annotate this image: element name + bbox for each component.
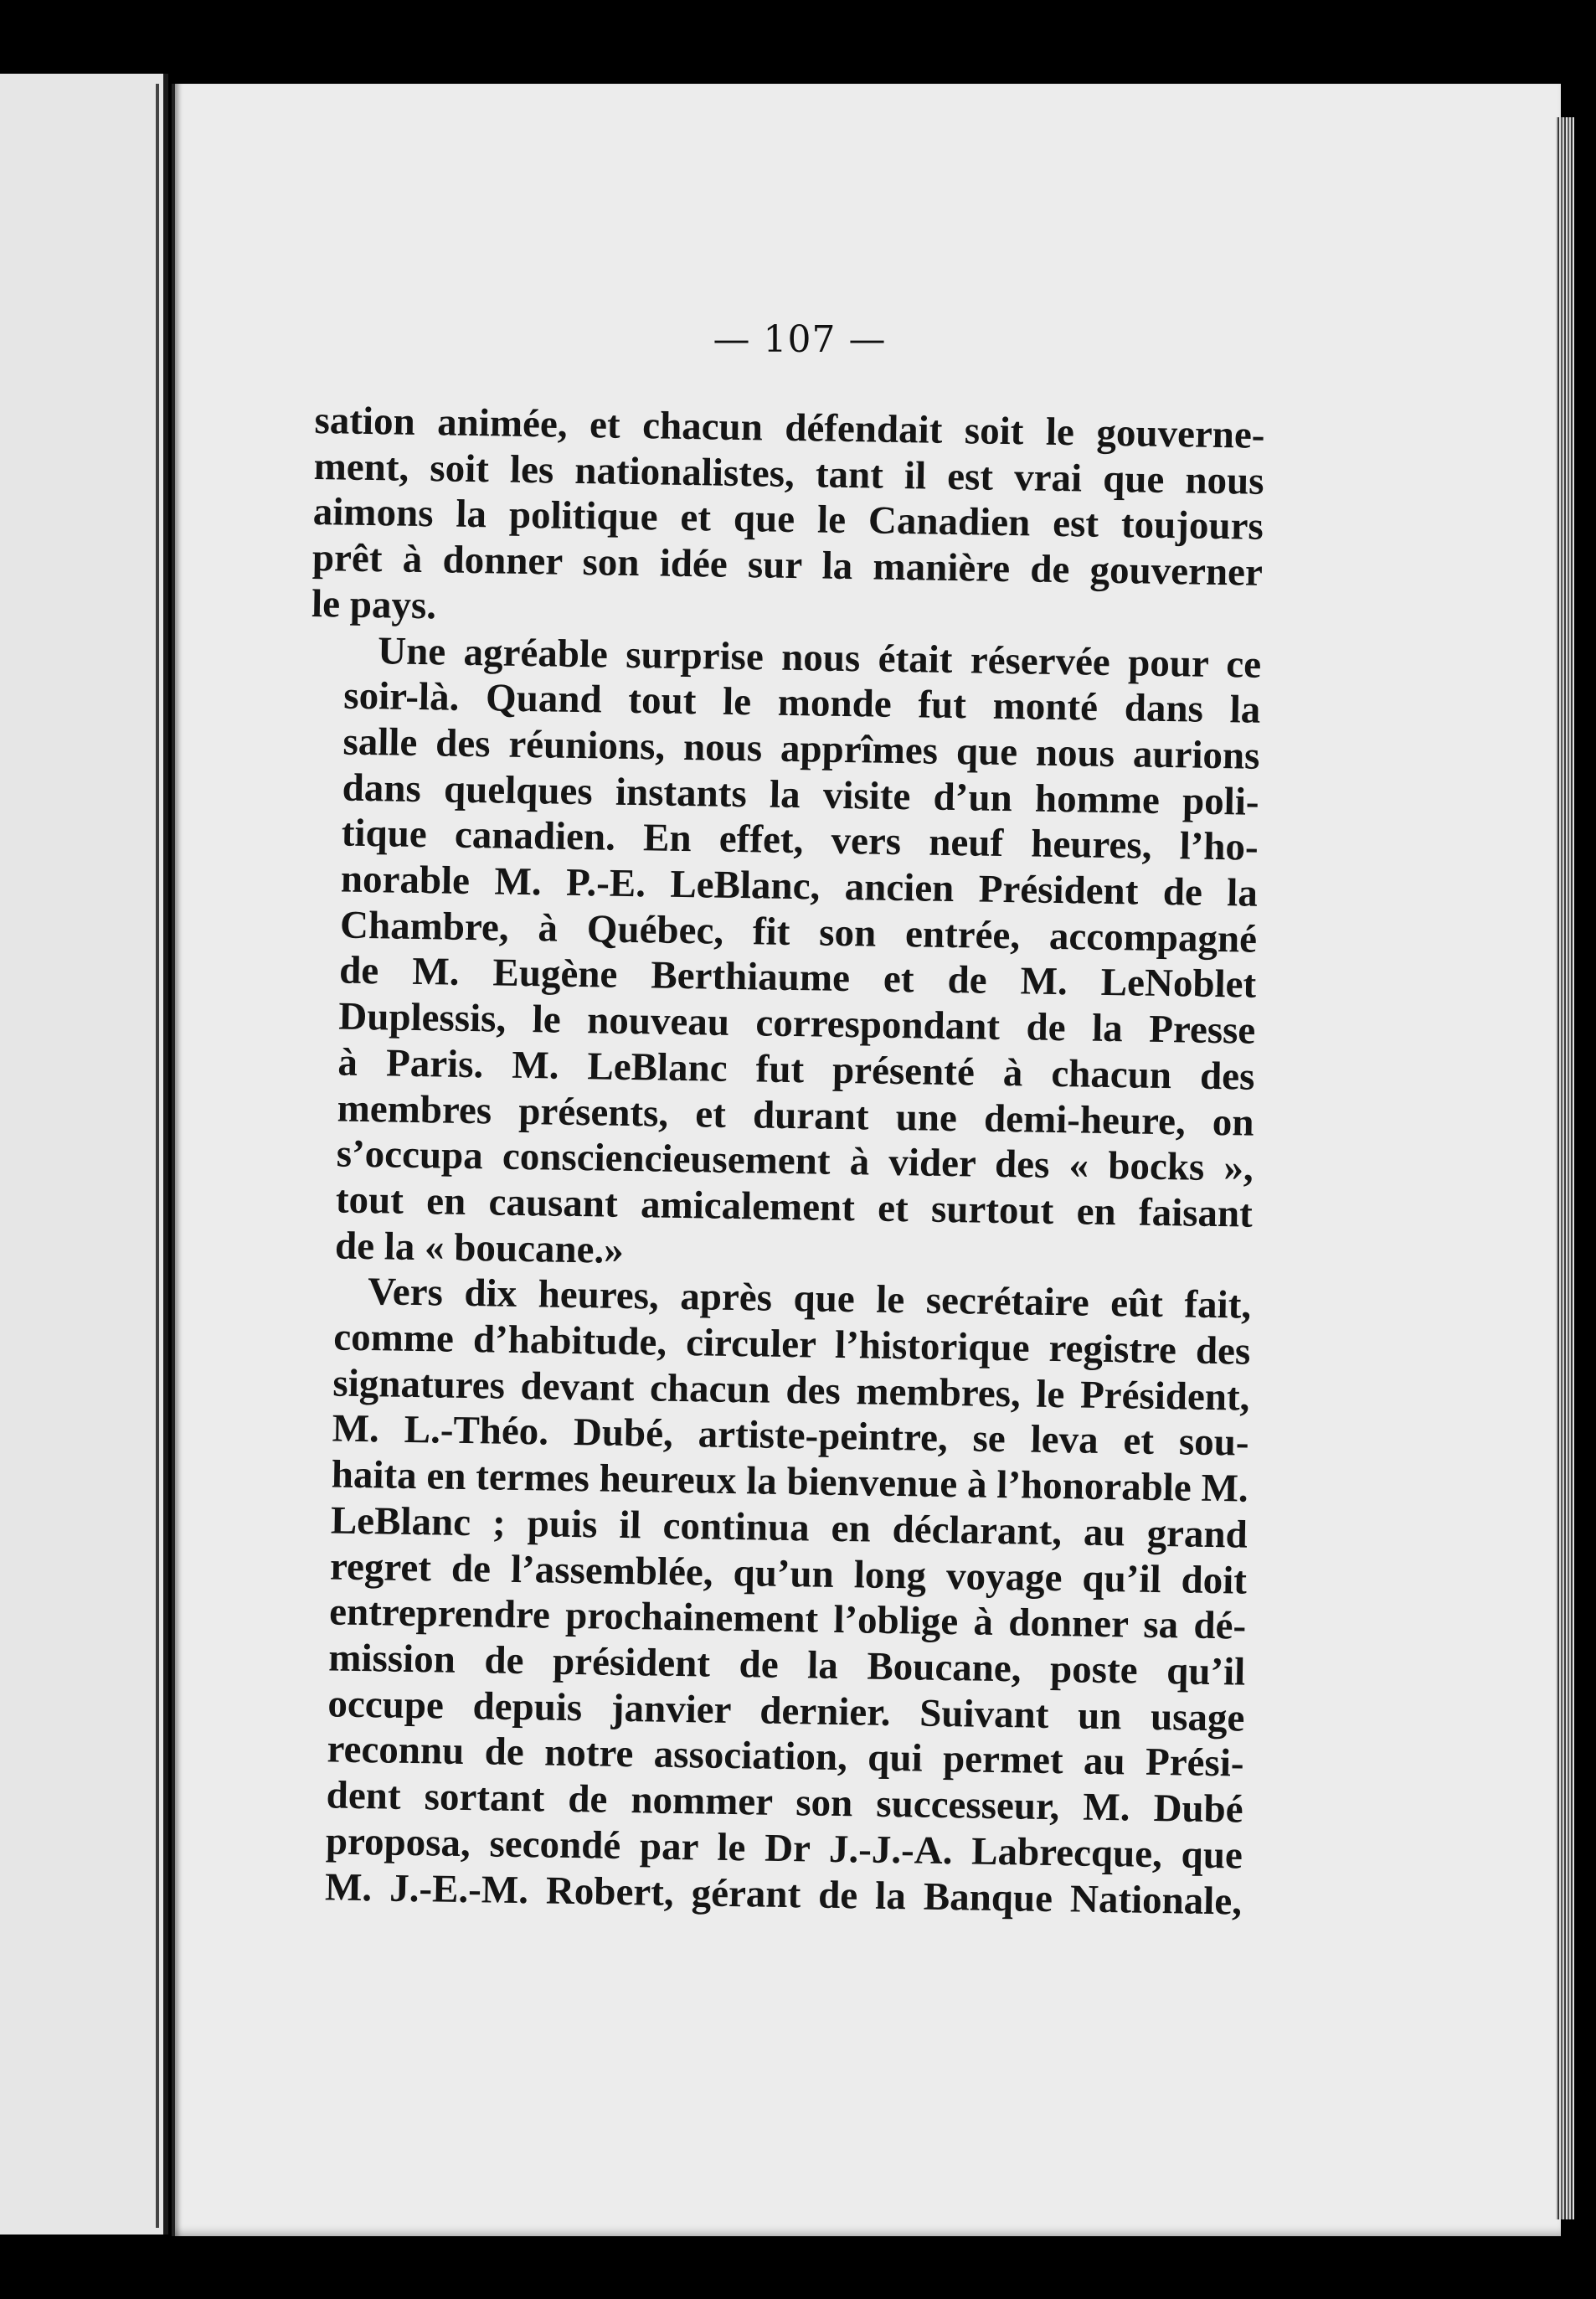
body-text	[291, 398, 1265, 1925]
text-line: entreprendre prochainement l’oblige à donner sa dé-	[328, 1590, 1247, 1648]
text-line: haita en termes heureux la bienvenue à l’honorable M.	[331, 1452, 1249, 1511]
text-line: dent sortant de nommer son successeur, M. Dubé	[326, 1773, 1244, 1832]
text-line: de M. Eugène Berthiaume et de M. LeNoblet	[338, 948, 1257, 1008]
text-line: M. J.-E.-M. Robert, gérant de la Banque Nationale,	[324, 1864, 1243, 1924]
text-line: le pays.	[311, 581, 437, 628]
text-line: à Paris. M. LeBlanc fut présenté à chacun des	[337, 1040, 1255, 1099]
text-line: aimons la politique et que le Canadien est toujours	[312, 490, 1264, 549]
text-line: signatures devant chacun des membres, le Président,	[332, 1361, 1250, 1420]
text-line: Duplessis, le nouveau correspondant de la Presse	[337, 994, 1256, 1053]
text-line: dans quelques instants la visite d’un homme poli-	[342, 765, 1259, 824]
text-line: prêt à donner son idée sur la manière de gouverner	[311, 536, 1264, 595]
text-line: ment, soit les nationalistes, tant il est vrai que nous	[313, 444, 1264, 503]
paragraph-1	[311, 398, 1265, 642]
text-line: membres présents, et durant une demi-heure, on	[337, 1086, 1254, 1145]
text-line: regret de l’assemblée, qu’un long voyage qu’il doit	[329, 1544, 1248, 1603]
paragraph-2	[301, 626, 1262, 1283]
paragraph-3	[291, 1268, 1252, 1925]
text-line: Chambre, à Québec, fit son entrée, accompagné	[339, 903, 1258, 961]
text-line: norable M. P.-E. LeBlanc, ancien Président de la	[340, 857, 1259, 915]
text-line: de la « boucane.»	[334, 1224, 625, 1272]
text-line: Vers dix heures, après que le secrétaire eût fait,	[367, 1270, 1252, 1328]
gutter-shadow	[156, 84, 159, 2228]
text-line: Une agréable surprise nous était réservée pour ce	[377, 628, 1262, 687]
text-line: tique canadien. En effet, vers neuf heures, l’ho-	[341, 811, 1259, 870]
text-line: mission de président de la Boucane, poste qu’il	[327, 1636, 1246, 1694]
text-line: M. L.-Théo. Dubé, artiste-peintre, se leva et sou-	[332, 1406, 1249, 1466]
text-line: s’occupa consciencieusement à vider des « bocks »,	[336, 1131, 1254, 1190]
text-line: occupe depuis janvier dernier. Suivant un usage	[327, 1682, 1245, 1740]
text-line: sation animée, et chacun défendait soit le gouverne-	[314, 398, 1265, 457]
page-stack-edge	[1556, 117, 1574, 2219]
text-line: reconnu de notre association, qui permet au Prési-	[327, 1727, 1244, 1786]
text-line: salle des réunions, nous apprîmes que nous aurions	[342, 719, 1260, 778]
left-page-edge	[0, 74, 168, 2235]
text-line: comme d’habitude, circuler l’historique registre des	[332, 1315, 1251, 1374]
text-line: proposa, secondé par le Dr J.-J.-A. Labrecque, que	[325, 1819, 1243, 1878]
page-number: — 107 —	[713, 318, 887, 361]
text-line: soir-là. Quand tout le monde fut monté dans la	[343, 673, 1261, 732]
text-line: LeBlanc ; puis il continua en déclarant, au grand	[330, 1498, 1248, 1557]
text-line: tout en causant amicalement et surtout en faisant	[335, 1178, 1254, 1236]
